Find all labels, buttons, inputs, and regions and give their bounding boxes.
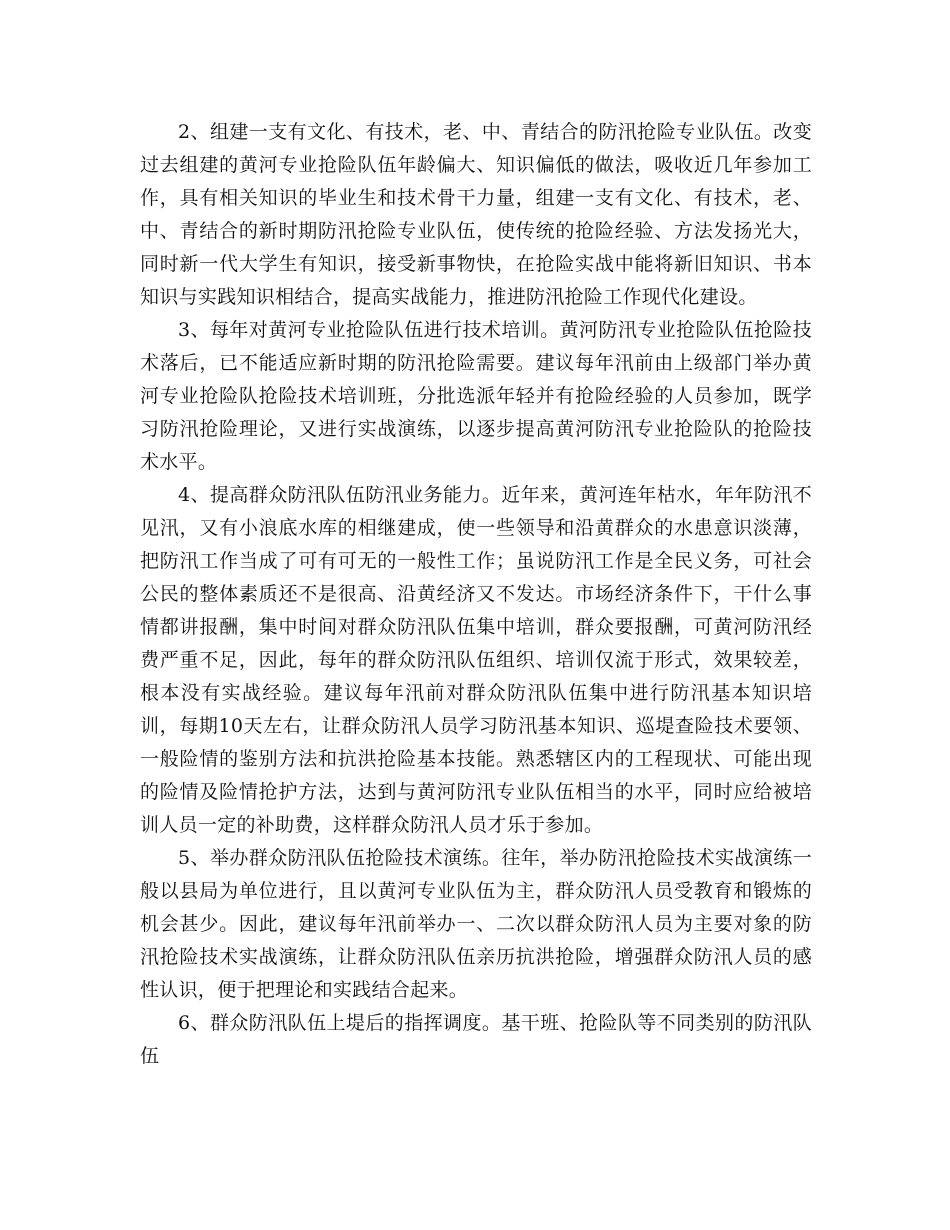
paragraph-6-dispatch: 6、群众防汛队伍上堤后的指挥调度。基干班、抢险队等不同类别的防汛队伍 [140,1012,812,1067]
paragraph-2-team-building: 2、组建一支有文化、有技术，老、中、青结合的防汛抢险专业队伍。改变过去组建的黄河专业抢险队伍年龄偏大、知识偏低的做法，吸收近几年参加工作，具有相关知识的毕业生和技术骨干力量，组建一支有文化、有技术，老、中、青结合的新时期防汛抢险专业队伍，使传统的抢险经验、方法发扬光大，同时新一代大学生有知识，接受新事物快，在抢险实战中能将新旧知识、书本知识与实践知识相结合，提高实战能力，推进防汛抢险工作现代化建设。 [140,121,812,308]
paragraph-3-technical-training: 3、每年对黄河专业抢险队伍进行技术培训。黄河防汛专业抢险队伍抢险技术落后，已不能适应新时期的防汛抢险需要。建议每年汛前由上级部门举办黄河专业抢险队抢险技术培训班，分批选派年轻并有抢险经验的人员参加，既学习防汛抢险理论，又进行实战演练，以逐步提高黄河防汛专业抢险队的抢险技术水平。 [140,319,812,473]
document-body [140,116,812,1073]
paragraph-4-mass-capability: 4、提高群众防汛队伍防汛业务能力。近年来，黄河连年枯水，年年防汛不见汛，又有小浪底水库的相继建成，使一些领导和沿黄群众的水患意识淡薄，把防汛工作当成了可有可无的一般性工作；虽说防汛工作是全民义务，可社会公民的整体素质还不是很高、沿黄经济又不发达。市场经济条件下，干什么事情都讲报酬，集中时间对群众防汛队伍集中培训，群众要报酬，可黄河防汛经费严重不足，因此，每年的群众防汛队伍组织、培训仅流于形式，效果较差，根本没有实战经验。建议每年汛前对群众防汛队伍集中进行防汛基本知识培训，每期10天左右，让群众防汛人员学习防汛基本知识、巡堤查险技术要领、一般险情的鉴别方法和抗洪抢险基本技能。熟悉辖区内的工程现状、可能出现的险情及险情抢护方法，达到与黄河防汛专业队伍相当的水平，同时应给被培训人员一定的补助费，这样群众防汛人员才乐于参加。 [140,484,812,836]
paragraph-5-drills: 5、举办群众防汛队伍抢险技术演练。往年，举办防汛抢险技术实战演练一般以县局为单位进行，且以黄河专业队伍为主，群众防汛人员受教育和锻炼的机会甚少。因此，建议每年汛前举办一、二次以群众防汛人员为主要对象的防汛抢险技术实战演练，让群众防汛队伍亲历抗洪抢险，增强群众防汛人员的感性认识，便于把理论和实践结合起来。 [140,847,812,1001]
